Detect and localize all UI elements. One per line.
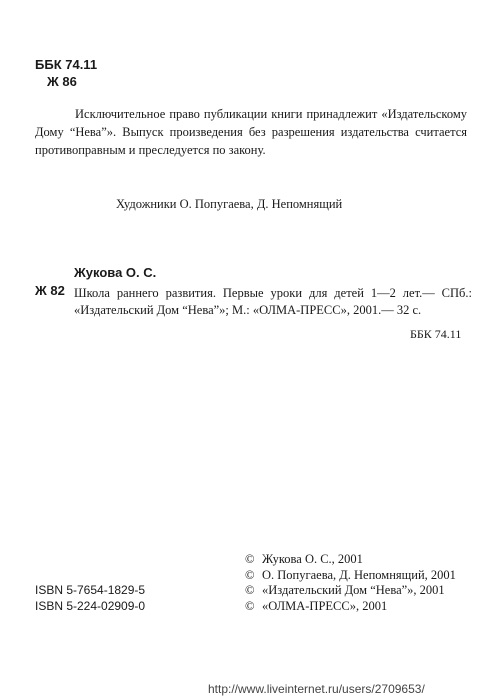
copyright-line <box>245 583 456 599</box>
catalog-description: Школа раннего развития. Первые уроки для детей 1—2 лет.— СПб.: «Издательский Дом “Нева”»; М.: «ОЛМА-ПРЕСС», 2001.— 32 с. <box>74 286 472 317</box>
copyright-symbol-icon: © <box>245 598 255 613</box>
source-watermark: http://www.liveinternet.ru/users/2709653/ <box>208 682 425 696</box>
copyright-line <box>245 552 456 568</box>
copyright-text: О. Попугаева, Д. Непомнящий, 2001 <box>262 567 456 582</box>
author-mark: Ж 86 <box>47 74 77 89</box>
copyright-line <box>245 568 456 584</box>
copyright-text: «ОЛМА-ПРЕСС», 2001 <box>262 598 388 613</box>
copyright-text: Жукова О. С., 2001 <box>262 552 363 566</box>
catalog-bbk: ББК 74.11 <box>410 327 462 341</box>
rights-notice: Исключительное право публикации книги принадлежит «Издательскому Дому “Нева”». Выпуск произведения без разрешения издательства считается противоправным и преследуется по закону. <box>35 107 467 157</box>
artists-credit: Художники О. Попугаева, Д. Непомнящий <box>116 197 343 211</box>
copyright-symbol-icon: © <box>245 583 255 597</box>
catalog-description-block <box>74 285 472 319</box>
copyright-symbol-icon: © <box>245 567 255 582</box>
bbk-header <box>35 56 97 90</box>
copyright-list <box>245 552 456 614</box>
copyright-line <box>245 599 456 615</box>
rights-notice-block <box>35 105 467 159</box>
isbn-list <box>35 582 145 614</box>
catalog-author: Жукова О. С. <box>74 265 157 280</box>
copyright-text: «Издательский Дом “Нева”», 2001 <box>262 583 445 597</box>
catalog-code: Ж 82 <box>35 283 65 298</box>
isbn-line: ISBN 5-7654-1829-5 <box>35 583 146 597</box>
copyright-symbol-icon: © <box>245 552 255 566</box>
bbk-code: ББК 74.11 <box>35 57 98 72</box>
isbn-line: ISBN 5-224-02909-0 <box>35 599 146 613</box>
